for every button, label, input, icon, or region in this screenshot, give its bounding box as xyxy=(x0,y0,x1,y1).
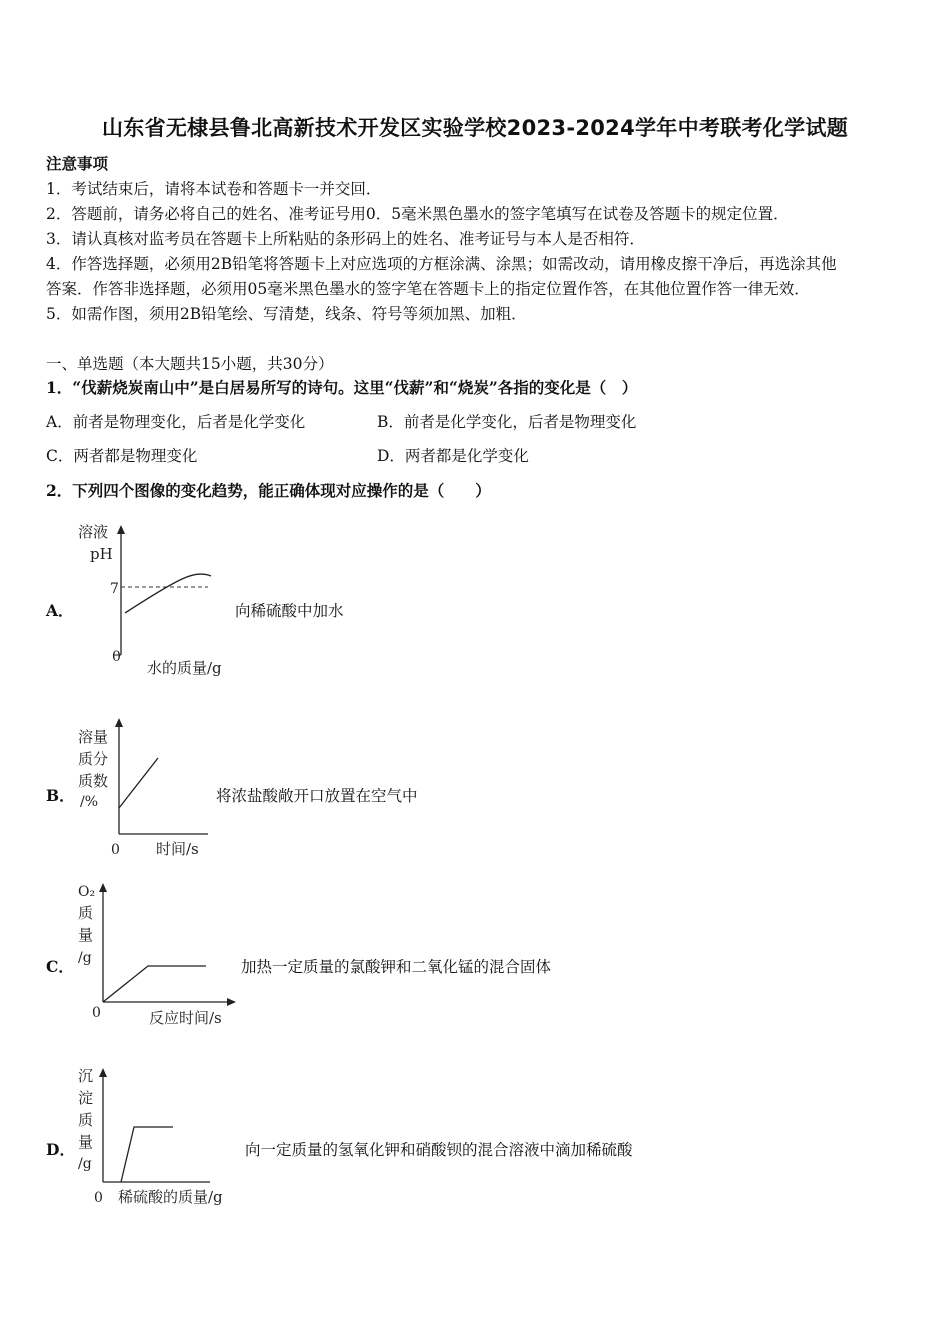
option-b-caption: 将浓盐酸敞开口放置在空气中 xyxy=(216,787,418,805)
origin-label: 0 xyxy=(94,1190,103,1206)
graph-a xyxy=(70,515,240,685)
x-label: 时间/s xyxy=(156,840,199,858)
x-label: 反应时间/s xyxy=(149,1009,222,1027)
y-label-line: O₂ xyxy=(78,884,96,900)
y-label-line: /g xyxy=(78,950,92,966)
o2-mass-line xyxy=(103,966,206,1002)
notice-heading: 注意事项 xyxy=(46,154,109,173)
tick-7: 7 xyxy=(110,581,119,597)
origin-label: 0 xyxy=(92,1005,101,1021)
notice-item: 3．请认真核对监考员在答题卡上所粘贴的条形码上的姓名、准考证号与本人是否相符． xyxy=(46,230,645,248)
graph-d xyxy=(70,1060,255,1215)
graph-c xyxy=(70,875,250,1035)
precipitate-line xyxy=(121,1127,173,1182)
y-axis-arrow xyxy=(99,1068,107,1077)
option-a-caption: 向稀硫酸中加水 xyxy=(235,602,344,620)
option-d-caption: 向一定质量的氢氧化钾和硝酸钡的混合溶液中滴加稀硫酸 xyxy=(245,1141,633,1159)
option-a-letter: A． xyxy=(46,601,74,620)
notice-item: 4．作答选择题，必须用2B铅笔将答题卡上对应选项的方框涂满、涂黑；如需改动，请用橡皮擦干净后，再选涂其他 xyxy=(46,255,837,273)
question-1-stem: 1．“伐薪烧炭南山中”是白居易所写的诗句。这里“伐薪”和“烧炭”各指的变化是（ ） xyxy=(46,378,638,397)
question-1-option-a: A．前者是物理变化，后者是化学变化 xyxy=(46,413,306,431)
y-label-line: 淀 xyxy=(78,1089,94,1107)
y-label-line: 溶液 xyxy=(78,523,109,541)
question-2-stem: 2．下列四个图像的变化趋势，能正确体现对应操作的是（ ） xyxy=(46,481,491,500)
y-label-line: 溶量 xyxy=(78,728,109,746)
origin-label: 0 xyxy=(111,842,120,858)
y-label-line: /g xyxy=(78,1156,92,1172)
y-label-line: 质 xyxy=(78,904,94,922)
option-d-letter: D． xyxy=(46,1140,75,1159)
y-label-line: 沉 xyxy=(78,1067,94,1085)
question-1-option-b: B．前者是化学变化，后者是物理变化 xyxy=(377,413,637,431)
x-label: 稀硫酸的质量/g xyxy=(118,1188,223,1206)
concentration-line xyxy=(119,758,158,808)
page-title: 山东省无棣县鲁北高新技术开发区实验学校2023-2024学年中考联考化学试题 xyxy=(101,116,848,140)
y-label-line: /% xyxy=(80,794,99,810)
y-axis-arrow xyxy=(99,883,107,892)
option-b-letter: B． xyxy=(46,786,75,805)
x-label: 水的质量/g xyxy=(147,659,222,677)
y-label-line: 量 xyxy=(78,926,94,944)
y-axis-arrow xyxy=(115,718,123,727)
notice-item: 2．答题前，请务必将自己的姓名、准考证号用0．5毫米黑色墨水的签字笔填写在试卷及答题卡的规定位置． xyxy=(46,205,789,223)
y-label-line: pH xyxy=(90,545,113,563)
y-label-line: 质 xyxy=(78,1111,94,1129)
notice-item: 1．考试结束后，请将本试卷和答题卡一并交回． xyxy=(46,180,382,198)
origin-label: 0 xyxy=(112,649,121,665)
ph-curve xyxy=(125,574,211,613)
graph-b xyxy=(70,710,230,865)
y-axis-arrow xyxy=(117,525,125,534)
notice-item: 5．如需作图，须用2B铅笔绘、写清楚，线条、符号等须加黑、加粗． xyxy=(46,305,527,323)
section-heading: 一、单选题（本大题共15小题，共30分） xyxy=(46,355,334,373)
option-c-letter: C． xyxy=(46,957,74,976)
question-1-option-d: D．两者都是化学变化 xyxy=(377,447,529,465)
question-1-option-c: C．两者都是物理变化 xyxy=(46,447,198,465)
notice-item: 答案．作答非选择题，必须用05毫米黑色墨水的签字笔在答题卡上的指定位置作答，在其他位置作答一律无效． xyxy=(46,280,810,298)
y-label-line: 量 xyxy=(78,1133,94,1151)
y-label-line: 质分 xyxy=(78,750,109,768)
x-axis-arrow xyxy=(227,998,236,1006)
y-label-line: 质数 xyxy=(78,772,109,790)
option-c-caption: 加热一定质量的氯酸钾和二氧化锰的混合固体 xyxy=(241,958,552,976)
